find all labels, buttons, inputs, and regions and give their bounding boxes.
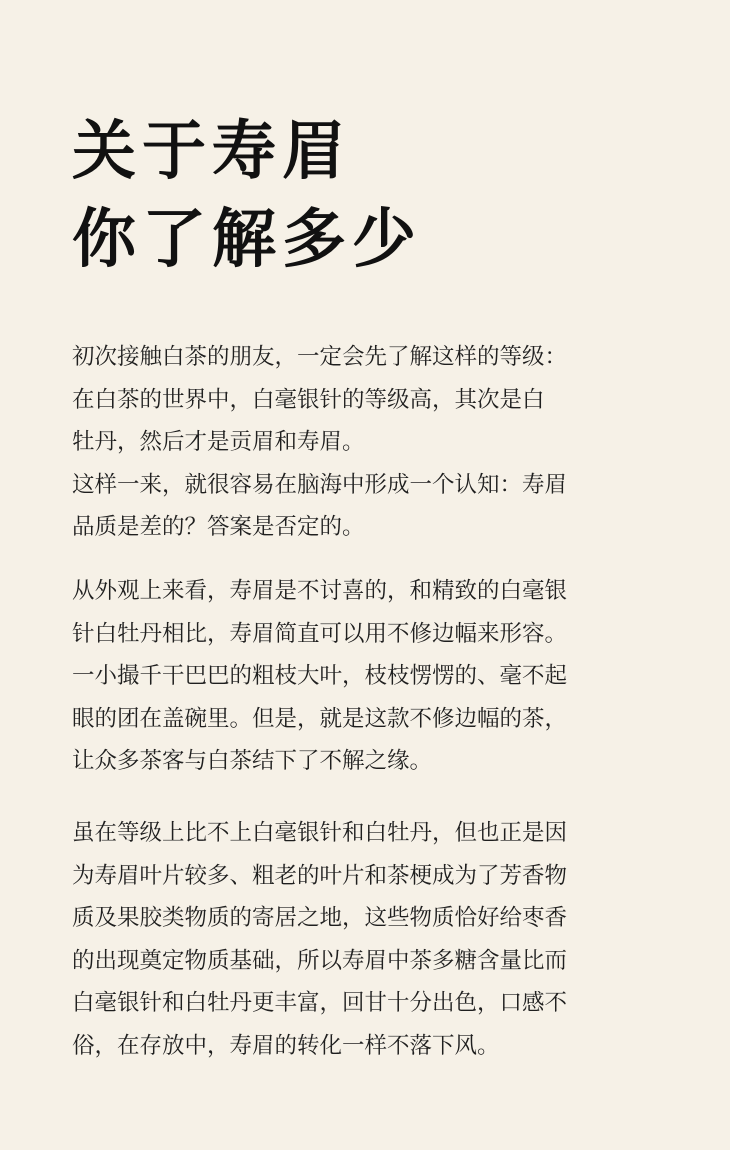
paragraph-line: 的出现奠定物质基础，所以寿眉中茶多糖含量比而 bbox=[72, 947, 568, 974]
paragraph-3 bbox=[72, 812, 672, 1067]
paragraph-2 bbox=[72, 570, 672, 783]
paragraph-line: 这样一来，就很容易在脑海中形成一个认知：寿眉 bbox=[72, 471, 568, 498]
paragraph-line: 一小撮千干巴巴的粗枝大叶，枝枝愣愣的、毫不起 bbox=[72, 663, 568, 689]
paragraph-line: 虽在等级上比不上白毫银针和白牡丹，但也正是因 bbox=[72, 820, 568, 846]
title-line-2: 你了解多少 bbox=[72, 203, 422, 277]
article-title bbox=[72, 108, 672, 284]
paragraph-1 bbox=[72, 336, 672, 549]
paragraph-line: 牡丹，然后才是贡眉和寿眉。 bbox=[72, 429, 365, 455]
paragraph-line: 俗，在存放中，寿眉的转化一样不落下风。 bbox=[72, 1032, 500, 1059]
paragraph-line: 从外观上来看，寿眉是不讨喜的，和精致的白毫银 bbox=[72, 578, 568, 604]
paragraph-line: 品质是差的？答案是否定的。 bbox=[72, 514, 365, 540]
paragraph-line: 初次接触白茶的朋友，一定会先了解这样的等级： bbox=[72, 344, 568, 370]
paragraph-line: 为寿眉叶片较多、粗老的叶片和茶梗成为了芳香物 bbox=[72, 862, 568, 889]
paragraph-line: 在白茶的世界中，白毫银针的等级高，其次是白 bbox=[72, 386, 545, 413]
title-line-1: 关于寿眉 bbox=[72, 115, 352, 189]
paragraph-line: 眼的团在盖碗里。但是，就是这款不修边幅的茶， bbox=[72, 705, 568, 732]
paragraph-line: 白毫银针和白牡丹更丰富，回甘十分出色，口感不 bbox=[72, 990, 568, 1016]
paragraph-line: 针白牡丹相比，寿眉简直可以用不修边幅来形容。 bbox=[72, 620, 568, 647]
paragraph-line: 质及果胶类物质的寄居之地，这些物质恰好给枣香 bbox=[72, 905, 568, 931]
paragraph-line: 让众多茶客与白茶结下了不解之缘。 bbox=[72, 748, 433, 774]
